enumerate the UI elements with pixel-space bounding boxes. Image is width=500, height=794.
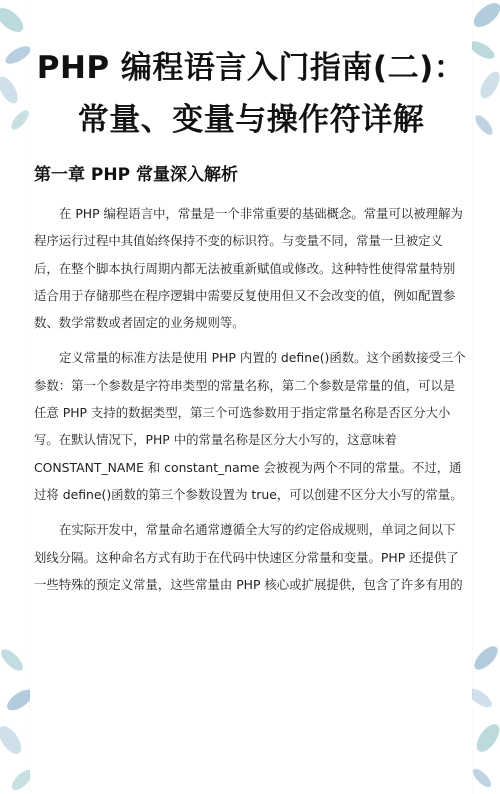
text-line: 数、数学常数或者固定的业务规则等。: [34, 315, 245, 331]
paragraph-2: [34, 344, 470, 508]
text-line: 划线分隔。这种命名方式有助于在代码中快速区分常量和变量。PHP 还提供了: [34, 549, 459, 565]
text-line: 在实际开发中，常量命名通常遵循全大写的约定俗成规则，单词之间以下: [59, 522, 456, 538]
text-line: 写。在默认情况下，PHP 中的常量名称是区分大小写的，这意味着: [34, 432, 397, 448]
title-line-1: PHP 编程语言入门指南(二)：: [36, 50, 466, 86]
text-line: 适合用于存储那些在程序逻辑中需要反复使用但又不会改变的值，例如配置参: [34, 287, 456, 303]
paragraph-3: [34, 516, 470, 598]
document-page: [30, 0, 472, 794]
text-line: 参数：第一个参数是字符串类型的常量名称，第二个参数是常量的值，可以是: [34, 377, 456, 393]
title-line-2: 常量、变量与操作符详解: [77, 102, 425, 138]
paragraph-1: [34, 200, 470, 336]
text-line: 一些特殊的预定义常量，这些常量由 PHP 核心或扩展提供，包含了许多有用的: [34, 576, 463, 592]
document-title: [30, 42, 472, 146]
text-line: CONSTANT_NAME 和 constant_name 会被视为两个不同的常量。不过，通: [34, 459, 462, 475]
text-line: 任意 PHP 支持的数据类型，第三个可选参数用于指定常量名称是否区分大小: [34, 405, 451, 421]
chapter-heading: 第一章 PHP 常量深入解析: [34, 165, 238, 185]
text-line: 定义常量的标准方法是使用 PHP 内置的 define()函数。这个函数接受三个: [59, 350, 466, 366]
text-line: 过将 define()函数的第三个参数设置为 true，可以创建不区分大小写的常量。: [34, 486, 463, 502]
text-line: 在 PHP 编程语言中，常量是一个非常重要的基础概念。常量可以被理解为: [59, 206, 463, 221]
text-line: 后，在整个脚本执行周期内都无法被重新赋值或修改。这种特性使得常量特别: [34, 260, 456, 276]
document-body: [34, 200, 470, 606]
text-line: 程序运行过程中其值始终保持不变的标识符。与变量不同，常量一旦被定义: [34, 233, 443, 249]
